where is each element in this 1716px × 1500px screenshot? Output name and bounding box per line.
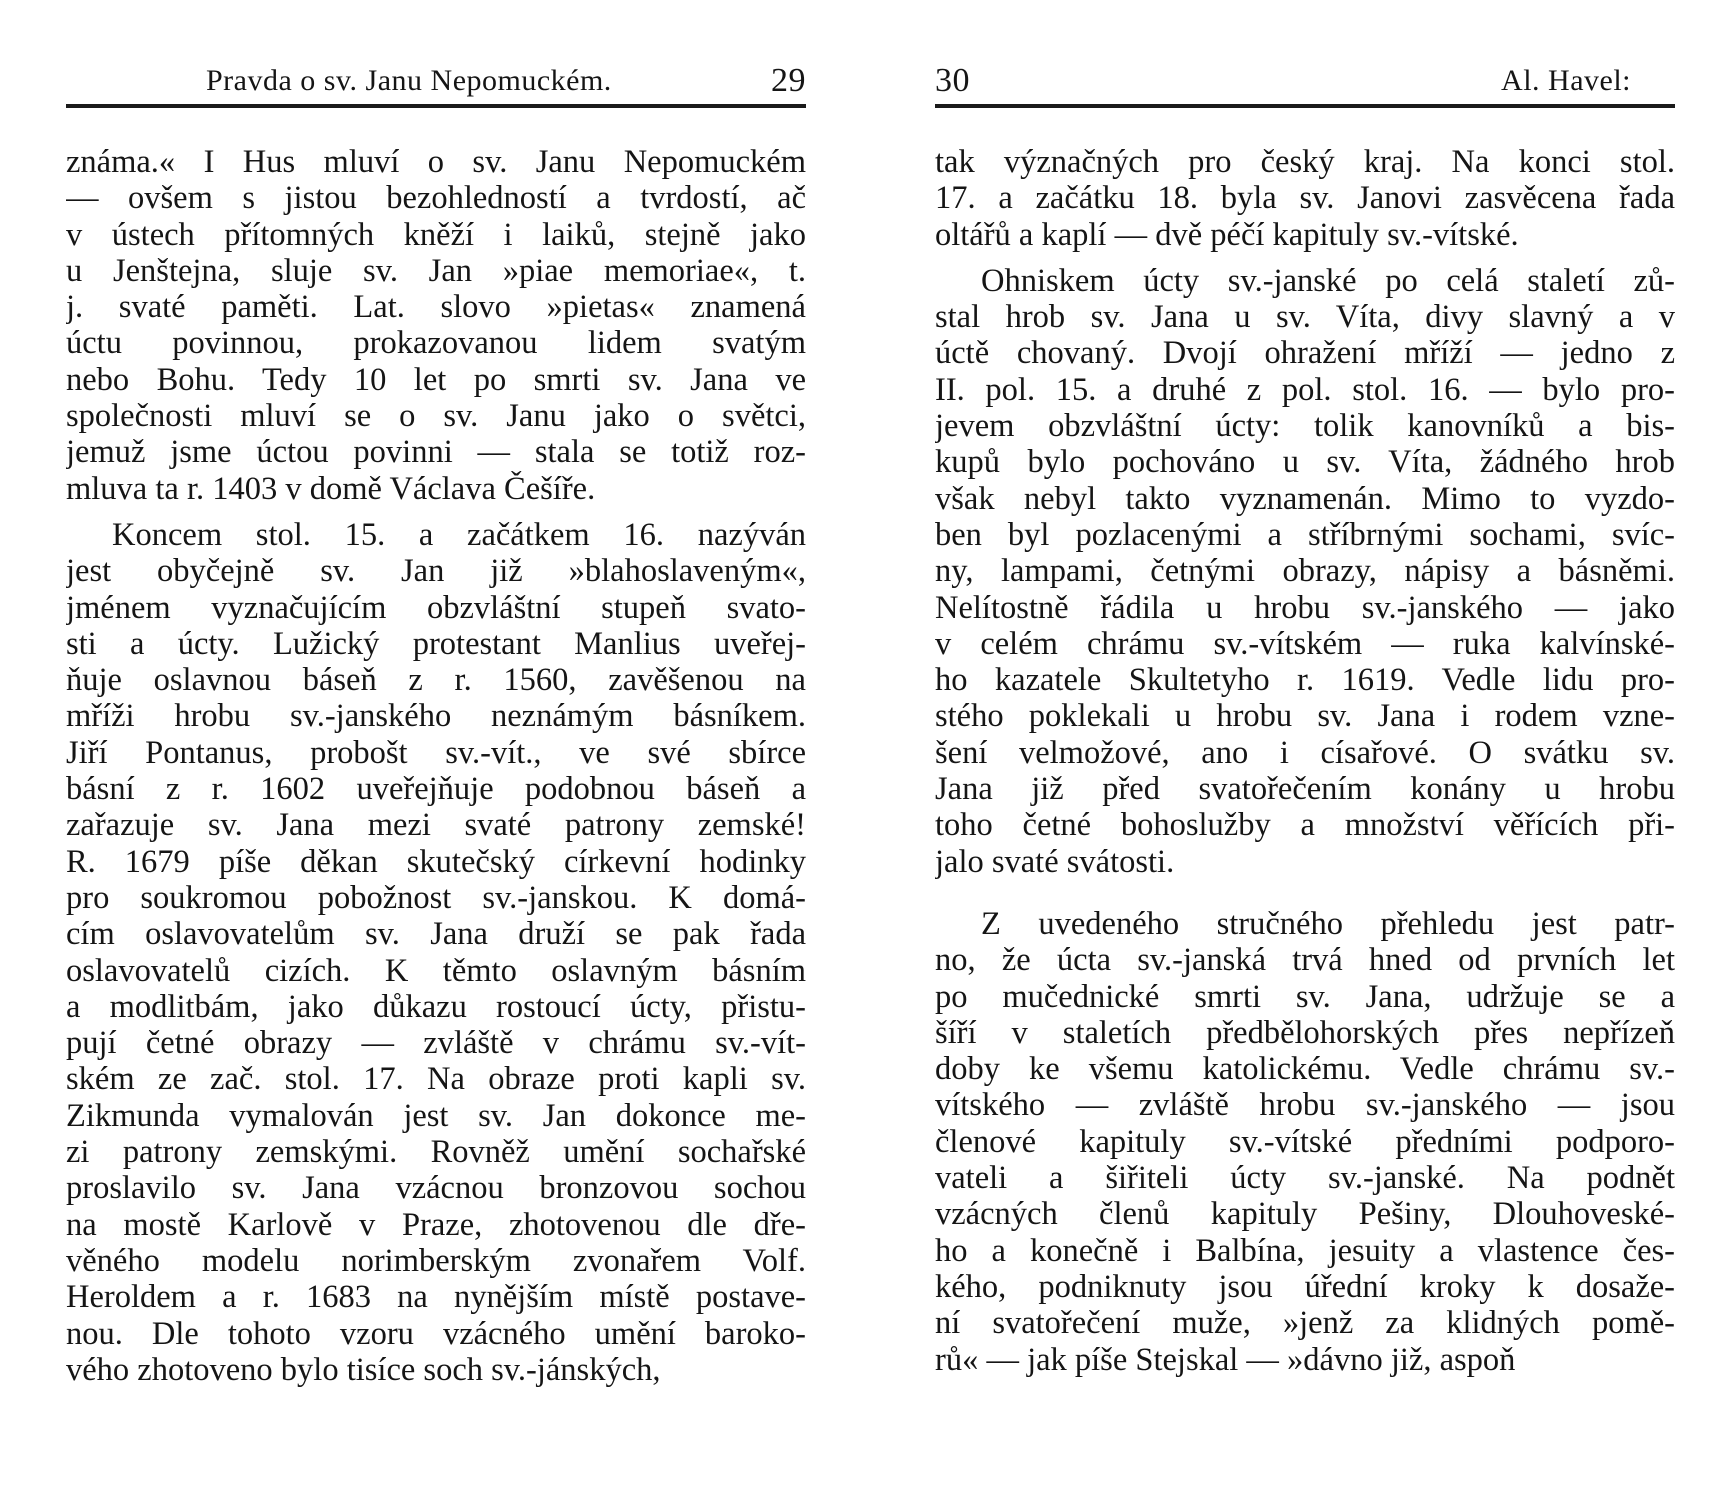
text-line: a modlitbám, jako důkazu rostoucí úcty, přistu-	[66, 988, 806, 1025]
text-line: jevem obzvláštní úcty: tolik kanovníků a bis-	[935, 408, 1675, 445]
paragraph-gap	[66, 507, 806, 517]
text-line: však nebyl takto vyznamenán. Mimo to vyzdo-	[935, 480, 1675, 517]
text-line: vateli a šiřiteli úcty sv.-janské. Na podnět	[935, 1160, 1675, 1197]
text-line: Heroldem a r. 1683 na nynějším místě postave-	[66, 1279, 806, 1316]
text-line: v celém chrámu sv.-vítském — ruka kalvínské-	[935, 625, 1675, 662]
text-line: jménem vyznačujícím obzvláštní stupeň svato-	[66, 589, 806, 626]
text-line: zi patrony zemskými. Rovněž umění sochařské	[66, 1134, 806, 1171]
text-line: oslavovatelů cizích. K těmto oslavným básním	[66, 952, 806, 989]
text-line: mříži hrobu sv.-janského neznámým básníkem.	[66, 698, 806, 735]
paragraph	[935, 263, 1675, 880]
right-header-title: Al. Havel:	[1501, 64, 1631, 97]
text-line: Koncem stol. 15. a začátkem 16. nazýván	[112, 516, 806, 553]
right-page	[935, 62, 1675, 1378]
text-line: nebo Bohu. Tedy 10 let po smrti sv. Jana ve	[66, 361, 806, 398]
text-line: stého poklekali u hrobu sv. Jana i rodem vzne-	[935, 698, 1675, 735]
left-page-number: 29	[771, 62, 806, 99]
text-line: členové kapituly sv.-vítské předními podporo-	[935, 1123, 1675, 1160]
text-line: tak význačných pro český kraj. Na konci stol.	[935, 144, 1675, 180]
right-body-text	[935, 144, 1675, 1378]
text-line: ňuje oslavnou báseň z r. 1560, zavěšenou na	[66, 662, 806, 699]
text-line: známa.« I Hus mluví o sv. Janu Nepomuckém	[66, 144, 806, 180]
text-line: nou. Dle tohoto vzoru vzácného umění baroko-	[66, 1315, 806, 1352]
text-line: R. 1679 píše děkan skutečský církevní hodinky	[66, 843, 806, 880]
text-line: vzácných členů kapituly Pešiny, Dlouhoveské-	[935, 1196, 1675, 1233]
text-line: doby ke všemu katolickému. Vedle chrámu sv.-	[935, 1051, 1675, 1088]
text-line: jalo svaté svátosti.	[935, 843, 1175, 880]
text-line: rů« — jak píše Stejskal — »dávno již, aspoň	[935, 1341, 1516, 1378]
text-line: Ohniskem úcty sv.-janské po celá staletí zů-	[981, 262, 1675, 299]
text-line: stal hrob sv. Jana u sv. Víta, divy slavný a v	[935, 299, 1675, 336]
paragraph-gap	[935, 253, 1675, 263]
left-running-head	[66, 62, 806, 108]
text-line: Nelítostně řádila u hrobu sv.-janského — jako	[935, 589, 1675, 626]
left-header-title: Pravda o sv. Janu Nepomuckém.	[206, 64, 612, 97]
text-line: cím oslavovatelům sv. Jana druží se pak řada	[66, 916, 806, 953]
text-line: ho kazatele Skultetyho r. 1619. Vedle lidu pro-	[935, 662, 1675, 699]
left-body-text	[66, 144, 806, 1388]
text-line: ny, lampami, četnými obrazy, nápisy a básněmi.	[935, 553, 1675, 590]
text-line: Jana již před svatořečením konány u hrobu	[935, 771, 1675, 808]
text-line: kupů bylo pochováno u sv. Víta, žádného hrob	[935, 444, 1675, 481]
text-line: Jiří Pontanus, probošt sv.-vít., ve své sbírce	[66, 734, 806, 771]
text-line: pro soukromou pobožnost sv.-janskou. K domá-	[66, 879, 806, 916]
right-page-number: 30	[935, 62, 970, 99]
text-line: II. pol. 15. a druhé z pol. stol. 16. — bylo pro-	[935, 371, 1675, 408]
text-line: ben byl pozlacenými a stříbrnými sochami, svíc-	[935, 516, 1675, 553]
text-line: — ovšem s jistou bezohledností a tvrdostí, ač	[66, 180, 806, 217]
text-line: věného modelu norimberským zvonařem Volf.	[66, 1242, 806, 1279]
text-line: vítského — zvláště hrobu sv.-janského — jsou	[935, 1087, 1675, 1124]
left-page	[66, 62, 806, 1388]
text-line: úctě chovaný. Dvojí ohražení mříží — jedno z	[935, 335, 1675, 372]
text-line: po mučednické smrti sv. Jana, udržuje se a	[935, 978, 1675, 1015]
text-line: u Jenštejna, sluje sv. Jan »piae memoriae«, t.	[66, 252, 806, 289]
text-line: mluva ta r. 1403 v domě Václava Češíře.	[66, 470, 596, 507]
text-line: 17. a začátku 18. byla sv. Janovi zasvěcena řada	[935, 180, 1675, 217]
text-line: toho četné bohoslužby a množství věřících při-	[935, 807, 1675, 844]
text-line: no, že úcta sv.-janská trvá hned od prvních let	[935, 942, 1675, 979]
text-line: sti a úcty. Lužický protestant Manlius uveřej-	[66, 625, 806, 662]
text-line: ní svatořečení muže, »jenž za klidných pomě-	[935, 1305, 1675, 1342]
text-line: Z uvedeného stručného přehledu jest patr-	[981, 905, 1675, 942]
text-line: společnosti mluví se o sv. Janu jako o světci,	[66, 398, 806, 435]
text-line: zařazuje sv. Jana mezi svaté patrony zemské!	[66, 807, 806, 844]
text-line: jest obyčejně sv. Jan již »blahoslaveným«,	[66, 553, 806, 590]
paragraph	[66, 517, 806, 1388]
text-line: kého, podniknuty jsou úřední kroky k dosaže-	[935, 1268, 1675, 1305]
text-line: jemuž jsme úctou povinni — stala se totiž roz-	[66, 434, 806, 471]
text-line: na mostě Karlově v Praze, zhotovenou dle dře-	[66, 1206, 806, 1243]
text-line: vého zhotoveno bylo tisíce soch sv.-jánských,	[66, 1351, 661, 1388]
paragraph	[935, 906, 1675, 1378]
text-line: básní z r. 1602 uveřejňuje podobnou báseň a	[66, 771, 806, 808]
text-line: pují četné obrazy — zvláště v chrámu sv.-vít-	[66, 1025, 806, 1062]
right-running-head	[935, 62, 1675, 108]
text-line: ho a konečně i Balbína, jesuity a vlastence čes-	[935, 1232, 1675, 1269]
text-line: oltářů a kaplí — dvě péčí kapituly sv.-vítské.	[935, 216, 1519, 253]
text-line: j. svaté paměti. Lat. slovo »pietas« znamená	[66, 289, 806, 326]
paragraph	[66, 144, 806, 507]
paragraph	[935, 144, 1675, 253]
paragraph-gap	[935, 880, 1675, 906]
text-line: šíří v staletích předbělohorských přes nepřízeň	[935, 1014, 1675, 1051]
text-line: ském ze zač. stol. 17. Na obraze proti kapli sv.	[66, 1061, 806, 1098]
text-line: šení velmožové, ano i císařové. O svátku sv.	[935, 734, 1675, 771]
text-line: v ústech přítomných kněží i laiků, stejně jako	[66, 216, 806, 253]
text-line: úctu povinnou, prokazovanou lidem svatým	[66, 325, 806, 362]
text-line: proslavilo sv. Jana vzácnou bronzovou sochou	[66, 1170, 806, 1207]
text-line: Zikmunda vymalován jest sv. Jan dokonce me-	[66, 1097, 806, 1134]
